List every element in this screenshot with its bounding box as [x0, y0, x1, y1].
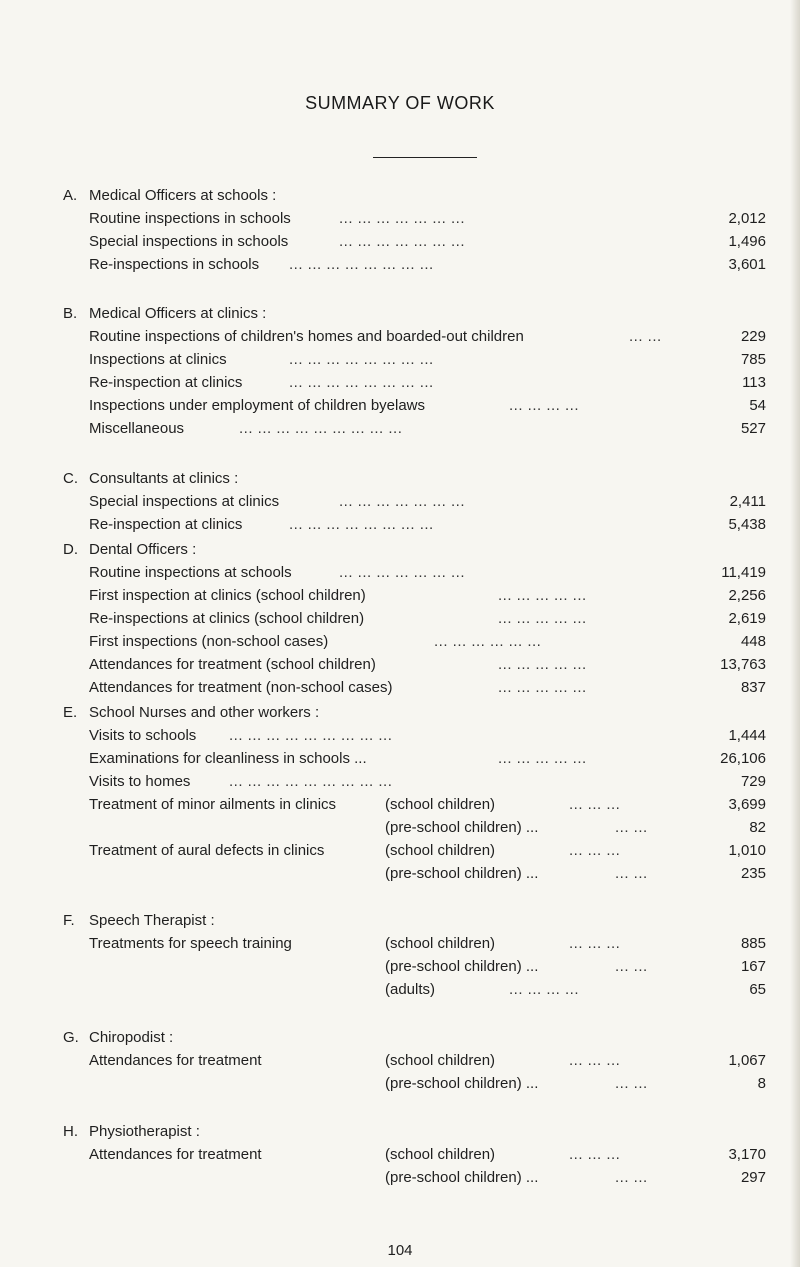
row-value: 113 [742, 374, 766, 391]
table-row [89, 796, 766, 816]
row-value: 11,419 [721, 564, 766, 581]
row-label: Miscellaneous [89, 420, 185, 437]
row-value: 1,067 [728, 1052, 766, 1069]
leader-dots: ... ... ... ... ... ... ... ... ... [239, 420, 403, 437]
leader-dots: ... ... ... ... ... ... ... [339, 493, 466, 510]
row-label: Special inspections in schools [89, 233, 289, 250]
table-row [89, 865, 766, 885]
leader-dots: ... ... ... ... ... [498, 750, 587, 767]
leader-dots: ... ... ... ... ... ... ... ... ... [229, 727, 393, 744]
row-value: 297 [740, 1169, 766, 1186]
row-value: 26,106 [720, 750, 766, 767]
row-value: 3,170 [728, 1146, 766, 1163]
section-letter: C. [63, 470, 78, 487]
leader-dots: ... ... ... ... ... ... ... ... [289, 374, 434, 391]
row-sublabel: (school children) [385, 935, 496, 952]
row-label: Routine inspections of children's homes and boarded-out children [89, 328, 524, 345]
section-letter: G. [63, 1029, 79, 1046]
table-row [89, 1075, 766, 1095]
leader-dots: ... ... [629, 328, 662, 345]
leader-dots: ... ... ... ... [509, 397, 580, 414]
row-label: Visits to schools [89, 727, 197, 744]
table-row [89, 958, 766, 978]
row-value: 527 [740, 420, 766, 437]
table-row [89, 727, 766, 747]
section-heading: Consultants at clinics : [89, 470, 239, 487]
row-value: 729 [740, 773, 766, 790]
table-row [89, 564, 766, 584]
table-row [89, 819, 766, 839]
section-letter: F. [63, 912, 75, 929]
section-heading: Speech Therapist : [89, 912, 215, 929]
table-row [89, 610, 766, 630]
table-row [89, 981, 766, 1001]
leader-dots: ... ... ... [569, 935, 621, 952]
table-row [89, 374, 766, 394]
table-row [89, 397, 766, 417]
row-label: Re-inspections in schools [89, 256, 260, 273]
row-sublabel: (school children) [385, 842, 496, 859]
row-label: Re-inspection at clinics [89, 374, 243, 391]
row-value: 1,496 [728, 233, 766, 250]
table-row [89, 935, 766, 955]
leader-dots: ... ... [615, 1075, 648, 1092]
row-value: 2,411 [729, 493, 766, 510]
leader-dots: ... ... ... ... ... ... ... ... ... [229, 773, 393, 790]
section-heading: Medical Officers at schools : [89, 187, 277, 204]
row-value: 8 [757, 1075, 766, 1092]
row-value: 837 [740, 679, 766, 696]
row-value: 2,012 [728, 210, 766, 227]
section-letter: D. [63, 541, 78, 558]
table-row [89, 750, 766, 770]
leader-dots: ... ... ... ... ... ... ... ... [289, 351, 434, 368]
table-row [89, 516, 766, 536]
row-label: Inspections under employment of children byelaws [89, 397, 426, 414]
row-label: First inspection at clinics (school children) [89, 587, 366, 604]
row-value: 1,444 [728, 727, 766, 744]
table-row [89, 773, 766, 793]
row-sublabel: (adults) [385, 981, 436, 998]
table-row [89, 493, 766, 513]
row-value: 82 [749, 819, 766, 836]
row-sublabel: (pre-school children) ... [385, 819, 539, 836]
table-row [89, 256, 766, 276]
section-heading: Physiotherapist : [89, 1123, 200, 1140]
leader-dots: ... ... ... [569, 1146, 621, 1163]
table-row [89, 656, 766, 676]
row-label: Inspections at clinics [89, 351, 227, 368]
row-value: 885 [740, 935, 766, 952]
leader-dots: ... ... [615, 1169, 648, 1186]
page-title: SUMMARY OF WORK [305, 93, 495, 113]
section-heading: Medical Officers at clinics : [89, 305, 267, 322]
leader-dots: ... ... ... ... ... ... ... ... [289, 516, 434, 533]
row-value: 448 [740, 633, 766, 650]
page-number: 104 [387, 1242, 413, 1259]
leader-dots: ... ... ... ... ... [498, 610, 587, 627]
row-label: Visits to homes [89, 773, 191, 790]
row-label: Examinations for cleanliness in schools ... [89, 750, 367, 767]
table-row [89, 1169, 766, 1189]
leader-dots: ... ... [615, 865, 648, 882]
table-row [89, 328, 766, 348]
leader-dots: ... ... ... [569, 1052, 621, 1069]
row-sublabel: (pre-school children) ... [385, 958, 539, 975]
row-label: First inspections (non-school cases) [89, 633, 329, 650]
row-sublabel: (school children) [385, 796, 496, 813]
row-sublabel: (pre-school children) ... [385, 1169, 539, 1186]
leader-dots: ... ... ... ... ... [498, 679, 587, 696]
row-label: Treatments for speech training [89, 935, 292, 952]
table-row [89, 233, 766, 253]
row-label: Routine inspections in schools [89, 210, 291, 227]
row-label: Routine inspections at schools [89, 564, 292, 581]
table-row [89, 420, 766, 440]
row-value: 167 [740, 958, 766, 975]
leader-dots: ... ... ... [569, 796, 621, 813]
row-label: Re-inspection at clinics [89, 516, 243, 533]
row-sublabel: (pre-school children) ... [385, 1075, 539, 1092]
row-value: 13,763 [720, 656, 766, 673]
title-divider [373, 157, 477, 158]
section-letter: H. [63, 1123, 78, 1140]
section-letter: E. [63, 704, 78, 721]
row-label: Attendances for treatment (school children) [89, 656, 376, 673]
leader-dots: ... ... ... ... ... ... ... [339, 233, 466, 250]
table-row [89, 587, 766, 607]
row-value: 2,619 [728, 610, 766, 627]
section-heading: School Nurses and other workers : [89, 704, 320, 721]
page-edge-shadow [790, 0, 800, 1267]
row-value: 235 [740, 865, 766, 882]
section-letter: B. [63, 305, 78, 322]
row-value: 3,699 [728, 796, 766, 813]
table-row [89, 1146, 766, 1166]
leader-dots: ... ... [615, 958, 648, 975]
leader-dots: ... ... ... ... ... ... ... [339, 210, 466, 227]
leader-dots: ... ... ... [569, 842, 621, 859]
row-label: Special inspections at clinics [89, 493, 280, 510]
row-value: 785 [740, 351, 766, 368]
row-sublabel: (school children) [385, 1146, 496, 1163]
row-value: 229 [740, 328, 766, 345]
leader-dots: ... ... ... ... ... [498, 656, 587, 673]
row-label: Attendances for treatment (non-school cases) [89, 679, 393, 696]
table-row [89, 1052, 766, 1072]
row-sublabel: (school children) [385, 1052, 496, 1069]
row-value: 2,256 [728, 587, 766, 604]
row-label: Treatment of aural defects in clinics [89, 842, 325, 859]
row-sublabel: (pre-school children) ... [385, 865, 539, 882]
row-value: 54 [749, 397, 766, 414]
row-label: Attendances for treatment [89, 1052, 262, 1069]
leader-dots: ... ... ... ... ... ... [434, 633, 542, 650]
leader-dots: ... ... ... ... ... ... ... ... [289, 256, 434, 273]
table-row [89, 842, 766, 862]
table-row [89, 679, 766, 699]
leader-dots: ... ... [615, 819, 648, 836]
row-label: Attendances for treatment [89, 1146, 262, 1163]
table-row [89, 633, 766, 653]
row-value: 65 [749, 981, 766, 998]
leader-dots: ... ... ... ... [509, 981, 580, 998]
section-heading: Dental Officers : [89, 541, 197, 558]
section-heading: Chiropodist : [89, 1029, 174, 1046]
table-row [89, 210, 766, 230]
table-row [89, 351, 766, 371]
row-label: Re-inspections at clinics (school children) [89, 610, 365, 627]
leader-dots: ... ... ... ... ... [498, 587, 587, 604]
row-value: 1,010 [728, 842, 766, 859]
row-label: Treatment of minor ailments in clinics [89, 796, 337, 813]
row-value: 5,438 [728, 516, 766, 533]
row-value: 3,601 [728, 256, 766, 273]
leader-dots: ... ... ... ... ... ... ... [339, 564, 466, 581]
section-letter: A. [63, 187, 78, 204]
